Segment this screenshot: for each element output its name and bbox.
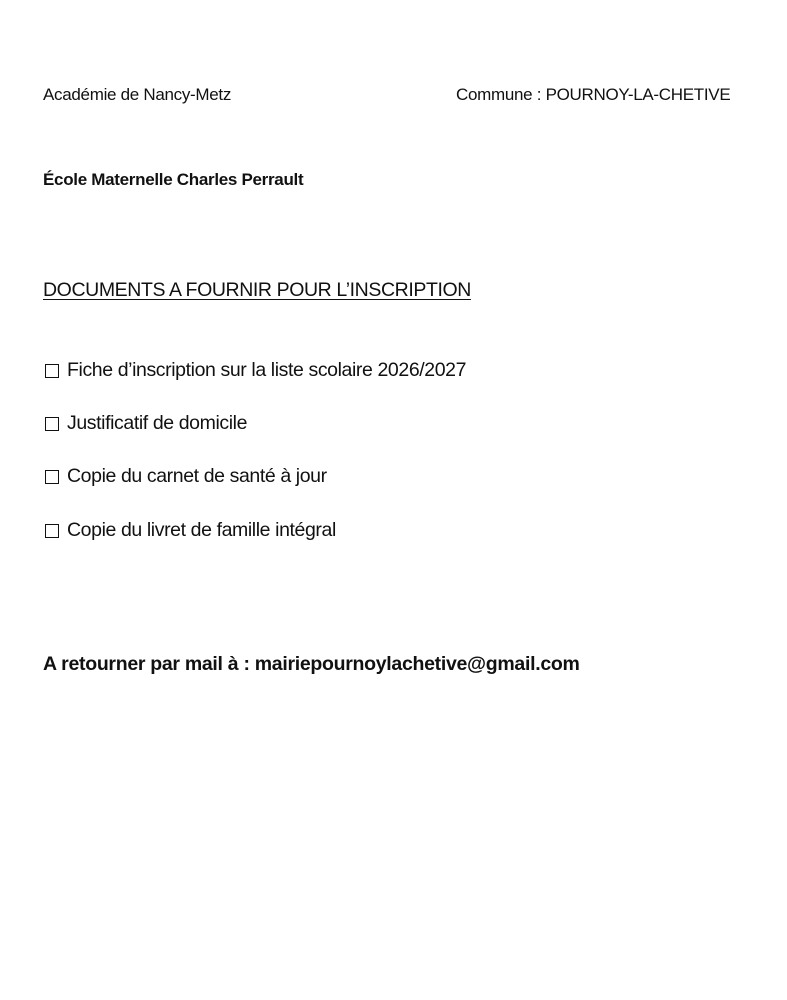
checklist-item-label: Copie du livret de famille intégral [67,519,336,541]
checklist-item-label: Copie du carnet de santé à jour [67,465,327,487]
checkbox-icon [45,524,59,538]
commune-label: Commune : POURNOY-LA-CHETIVE [456,85,731,104]
documents-heading: DOCUMENTS A FOURNIR POUR L’INSCRIPTION [43,279,471,301]
checkbox-icon [45,364,59,378]
checklist-item-family-book [45,519,336,542]
checklist-item-label: Justificatif de domicile [67,412,248,434]
return-by-email-note: A retourner par mail à : mairiepournoylachetive@gmail.com [43,653,580,675]
checkbox-icon [45,417,59,431]
checkbox-icon [45,470,59,484]
academie-label: Académie de Nancy-Metz [43,85,232,104]
checklist-item-health-record [45,465,327,488]
checklist-item-proof-of-address [45,412,247,435]
school-name: École Maternelle Charles Perrault [43,170,304,189]
checklist-item-label: Fiche d’inscription sur la liste scolaire 2026/2027 [67,359,467,381]
checklist-item-registration-form [45,359,466,382]
